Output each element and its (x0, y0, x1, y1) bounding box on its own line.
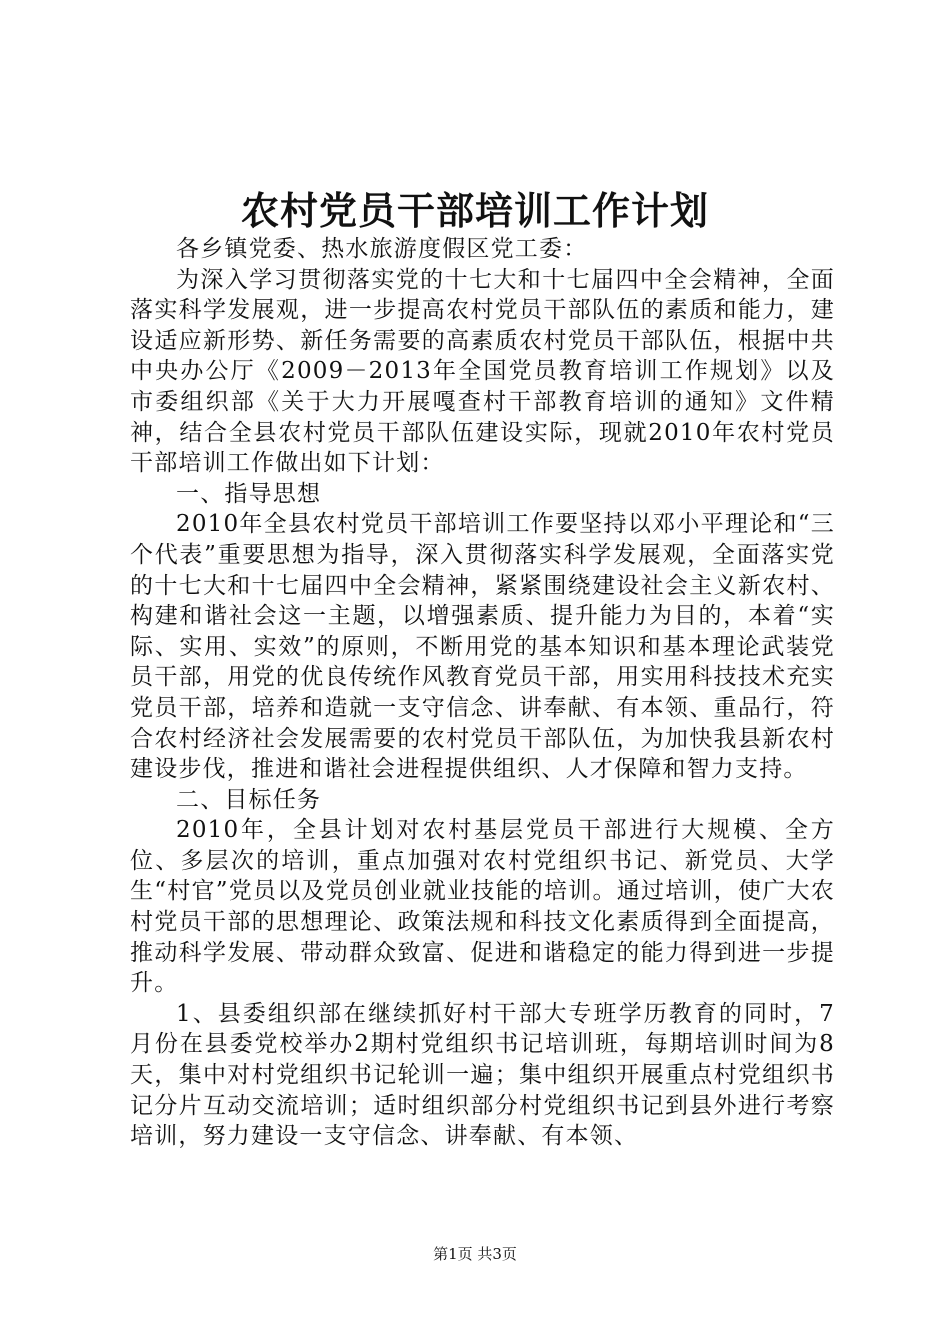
document-body (130, 234, 835, 1152)
page-footer: 第1页 共3页 (433, 1245, 517, 1263)
task-item-1-paragraph: 1、县委组织部在继续抓好村干部大专班学历教育的同时，7月份在县委党校举办2期村党组织书记培训班，每期培训时间为8天，集中对村党组织书记轮训一遍；集中组织开展重点村党组织书记分片互动交流培训；适时组织部分村党组织书记到县外进行考察培训，努力建设一支守信念、讲奉献、有本领、 (130, 1000, 835, 1150)
guiding-ideology-paragraph: 2010年全县农村党员干部培训工作要坚持以邓小平理论和“三个代表”重要思想为指导，深入贯彻落实科学发展观，全面落实党的十七大和十七届四中全会精神，紧紧围绕建设社会主义新农村、构建和谐社会这一主题，以增强素质、提升能力为目的，本着“实际、实用、实效”的原则，不断用党的基本知识和基本理论武装党员干部，用党的优良传统作风教育党员干部，用实用科技技术充实党员干部，培养和造就一支守信念、讲奉献、有本领、重品行，符合农村经济社会发展需要的农村党员干部队伍，为加快我县新农村建设步伐，推进和谐社会进程提供组织、人才保障和智力支持。 (130, 511, 835, 783)
goals-tasks-paragraph: 2010年，全县计划对农村基层党员干部进行大规模、全方位、多层次的培训，重点加强对农村党组织书记、新党员、大学生“村官”党员以及党员创业就业技能的培训。通过培训，使广大农村党员干部的思想理论、政策法规和科技文化素质得到全面提高，推动科学发展、带动群众致富、促进和谐稳定的能力得到进一步提升。 (130, 817, 835, 997)
section-heading-guiding-ideology: 一、指导思想 (176, 480, 322, 507)
intro-paragraph: 为深入学习贯彻落实党的十七大和十七届四中全会精神，全面落实科学发展观，进一步提高农村党员干部队伍的素质和能力，建设适应新形势、新任务需要的高素质农村党员干部队伍，根据中共中央办公厅《2009－2013年全国党员教育培训工作规划》以及市委组织部《关于大力开展嘎查村干部教育培训的通知》文件精神，结合全县农村党员干部队伍建设实际，现就2010年农村党员干部培训工作做出如下计划： (130, 266, 835, 477)
salutation: 各乡镇党委、热水旅游度假区党工委： (176, 236, 588, 262)
section-heading-goals-tasks: 二、目标任务 (176, 786, 322, 813)
document-title: 农村党员干部培训工作计划 (240, 188, 709, 233)
